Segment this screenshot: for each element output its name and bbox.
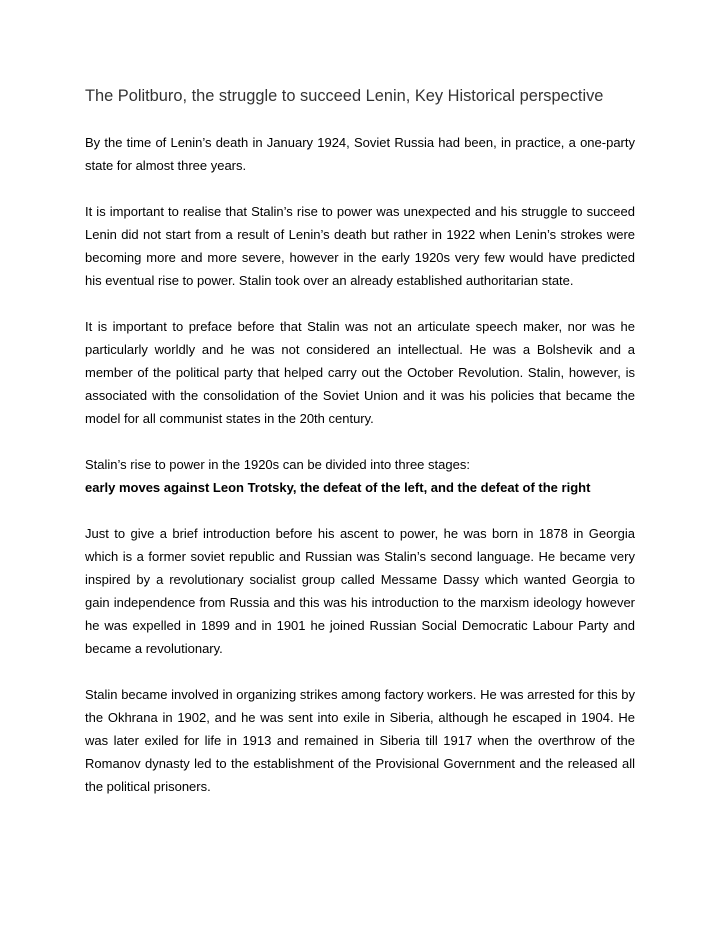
stages-intro: Stalin’s rise to power in the 1920s can be divided into three stages: [85,457,470,472]
document-title: The Politburo, the struggle to succeed Lenin, Key Historical perspective [85,87,604,105]
paragraph-stalin-rise-unexpected: It is important to realise that Stalin’s rise to power was unexpected and his struggle to succeed Lenin did not start from a result of Lenin’s death but rather in 1922 when Lenin’s strokes were becoming more and more severe, however in the early 1920s very few would have predicted his eventual rise to power. Stalin took over an already established authoritarian state. [85,204,635,288]
paragraph-stalin-early-life: Just to give a brief introduction before his ascent to power, he was born in 1878 in Georgia which is a former soviet republic and Russian was Stalin’s second language. He became very inspired by a revolutionary socialist group called Messame Dassy which wanted Georgia to gain independence from Russia and this was his introduction to the marxism ideology however he was expelled in 1899 and in 1901 he joined Russian Social Democratic Labour Party and became a revolutionary. [85,526,635,656]
paragraph-stalin-character: It is important to preface before that Stalin was not an articulate speech maker, nor was he particularly worldly and he was not considered an intellectual. He was a Bolshevik and a member of the political party that helped carry out the October Revolution. Stalin, however, is associated with the consolidation of the Soviet Union and it was his policies that became the model for all communist states in the 20th century. [85,319,635,426]
document-page [85,86,635,821]
paragraph-lenin-death: By the time of Lenin’s death in January 1924, Soviet Russia had been, in practice, a one-party state for almost three years. [85,135,635,173]
stages-list-bold: early moves against Leon Trotsky, the defeat of the left, and the defeat of the right [85,480,591,495]
paragraph-stalin-exile: Stalin became involved in organizing strikes among factory workers. He was arrested for this by the Okhrana in 1902, and he was sent into exile in Siberia, although he escaped in 1904. He was later exiled for life in 1913 and remained in Siberia till 1917 when the overthrow of the Romanov dynasty led to the establishment of the Provisional Government and the released all the political prisoners. [85,687,635,794]
